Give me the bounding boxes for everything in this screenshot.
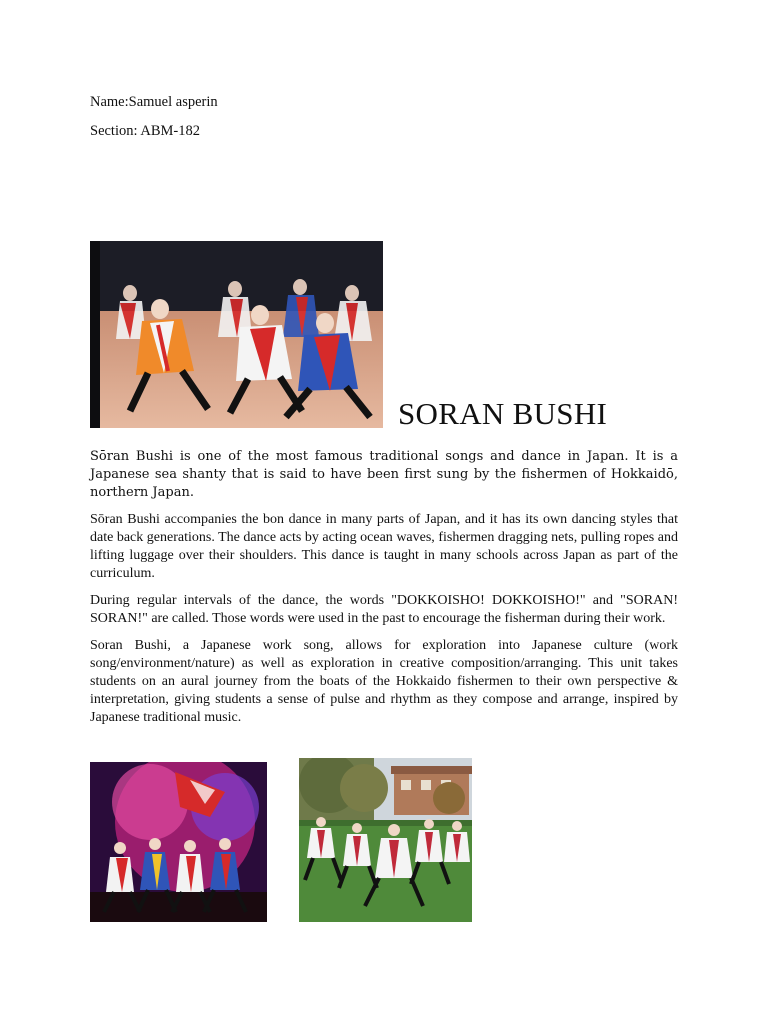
paragraph-intro: Sōran Bushi is one of the most famous traditional songs and dance in Japan. It is a Japanese sea shanty that is said to have been first sung by the fishermen of Hokkaidō, northern Japan. xyxy=(90,449,678,500)
student-section: Section: ABM-182 xyxy=(90,123,200,139)
paragraph-work-song: Soran Bushi, a Japanese work song, allows for exploration into Japanese culture (work song/environment/nature) as well as exploration in creative composition/arranging. This unit takes students on an aural journey from the boats of the Hokkaido fishermen to their own perspective & interpretation, giving students a sense of pulse and rhythm as they compose and arrange, inspired by Japanese traditional music. xyxy=(90,638,678,725)
dancers-stage-photo xyxy=(90,241,383,428)
paragraph-calls: During regular intervals of the dance, the words "DOKKOISHO! DOKKOISHO!" and "SORAN! SORAN!" are called. Those words were used in the past to encourage the fisherman during their work. xyxy=(90,593,678,626)
paragraph-bon-dance: Sōran Bushi accompanies the bon dance in many parts of Japan, and it has its own dancing styles that date back generations. The dance acts by acting ocean waves, fishermen dragging nets, pulling ropes and lifting luggage over their shoulders. This dance is taught in many schools across Japan as part of the curriculum. xyxy=(90,512,678,581)
student-name: Name:Samuel asperin xyxy=(90,94,218,110)
body-text xyxy=(90,448,678,736)
document-title: SORAN BUSHI xyxy=(398,396,608,431)
stage-performance-photo xyxy=(90,762,267,922)
park-performance-photo xyxy=(299,758,472,922)
